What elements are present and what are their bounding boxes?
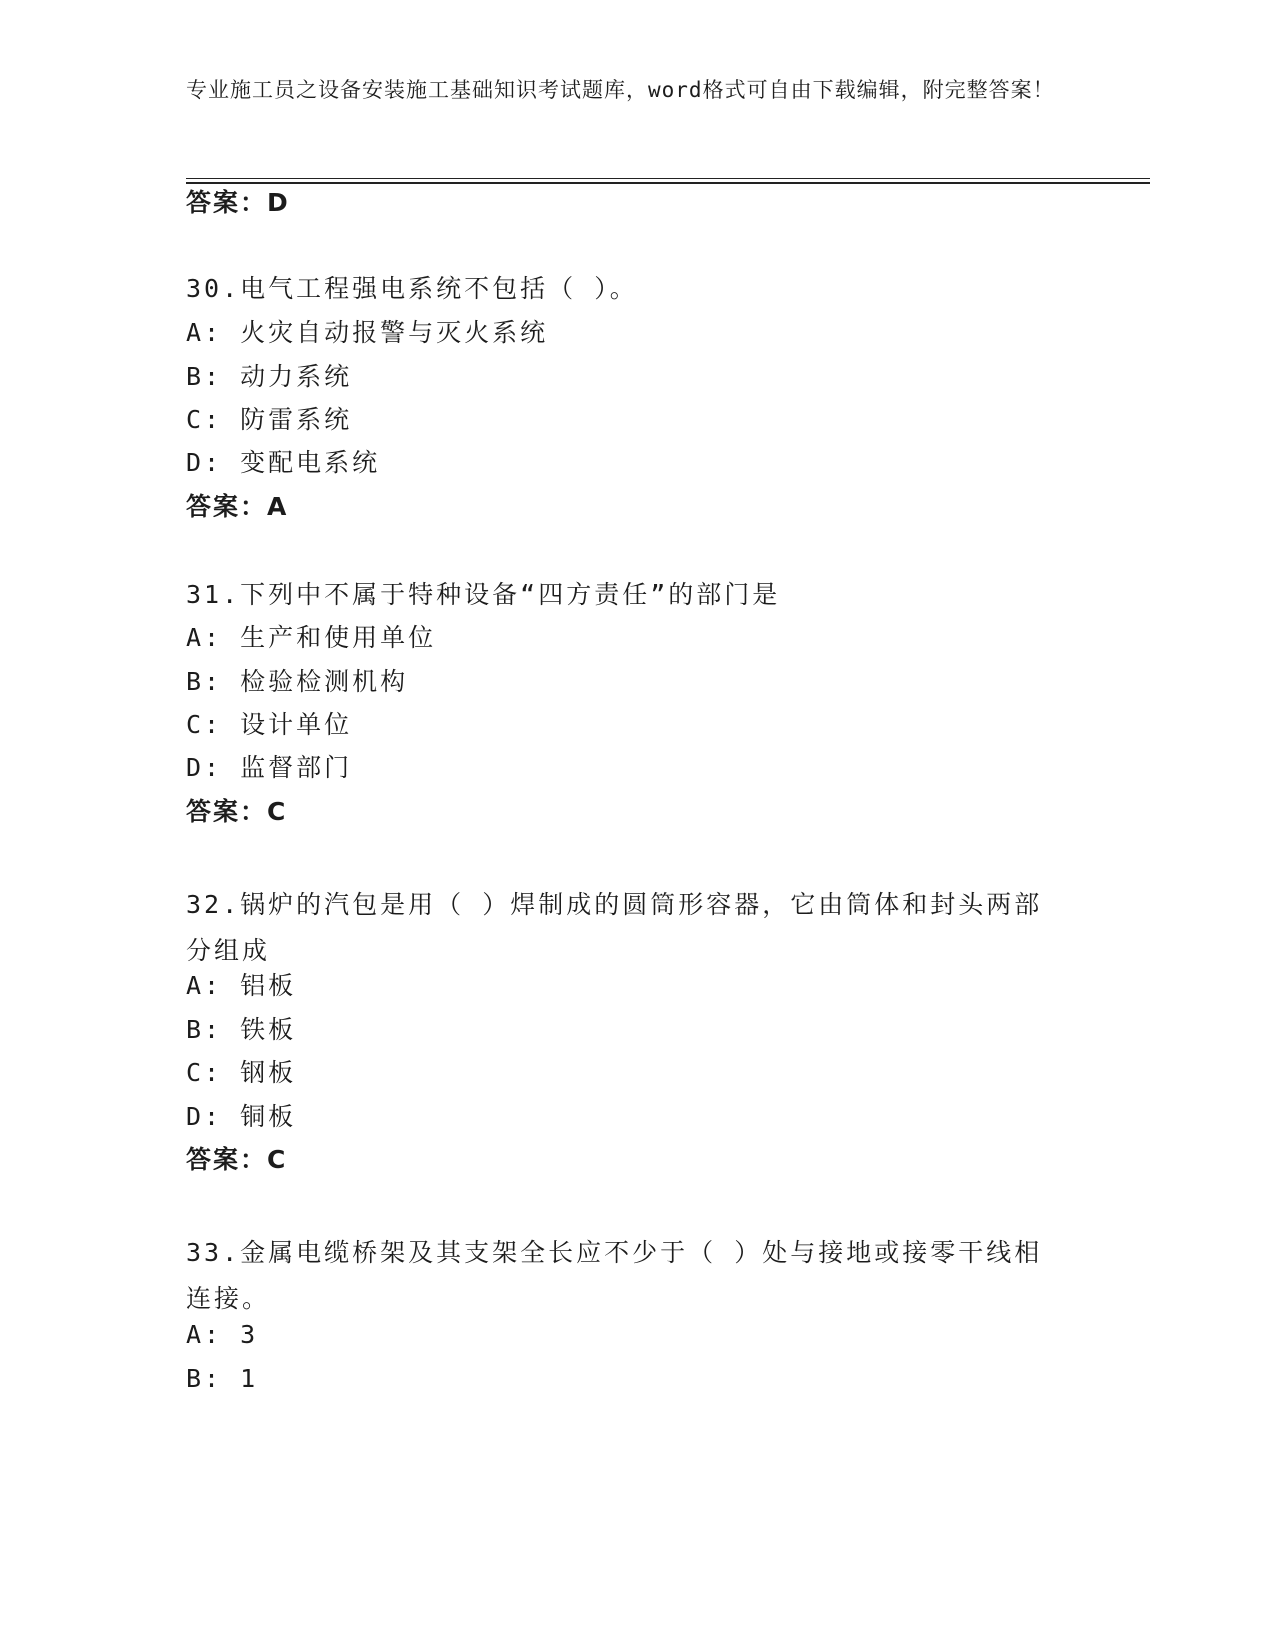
question-33-option-a: A: 3	[186, 1320, 259, 1349]
question-31-option-c: C: 设计单位	[186, 710, 353, 739]
question-30-option-b: B: 动力系统	[186, 362, 353, 391]
question-30-stem: 30.电气工程强电系统不包括（ ）。	[186, 274, 638, 303]
question-30-answer: 答案：A	[186, 492, 289, 521]
question-31-option-a: A: 生产和使用单位	[186, 623, 437, 652]
question-32-option-a: A: 铝板	[186, 971, 297, 1000]
question-32-option-c: C: 钢板	[186, 1058, 297, 1087]
question-31-option-d: D: 监督部门	[186, 753, 353, 782]
question-32-option-b: B: 铁板	[186, 1015, 297, 1044]
question-31-option-b: B: 检验检测机构	[186, 667, 409, 696]
document-header: 专业施工员之设备安装施工基础知识考试题库，word格式可自由下载编辑，附完整答案！	[186, 78, 1055, 102]
question-32-answer: 答案：C	[186, 1145, 288, 1174]
question-31-answer: 答案：C	[186, 797, 288, 826]
question-30-option-a: A: 火灾自动报警与灭火系统	[186, 318, 549, 347]
header-divider	[186, 178, 1150, 179]
question-32-stem: 32.锅炉的汽包是用（ ）焊制成的圆筒形容器，它由筒体和封头两部分组成	[186, 890, 1043, 965]
question-33-option-b: B: 1	[186, 1364, 259, 1393]
question-31-stem: 31.下列中不属于特种设备“四方责任”的部门是	[186, 580, 781, 609]
previous-answer: 答案：D	[186, 188, 290, 217]
question-32-option-d: D: 铜板	[186, 1102, 297, 1131]
question-30-option-d: D: 变配电系统	[186, 448, 381, 477]
header-divider-thick	[186, 182, 1150, 184]
question-33-stem: 33.金属电缆桥架及其支架全长应不少于（ ）处与接地或接零干线相连接。	[186, 1238, 1043, 1313]
question-30-option-c: C: 防雷系统	[186, 405, 353, 434]
